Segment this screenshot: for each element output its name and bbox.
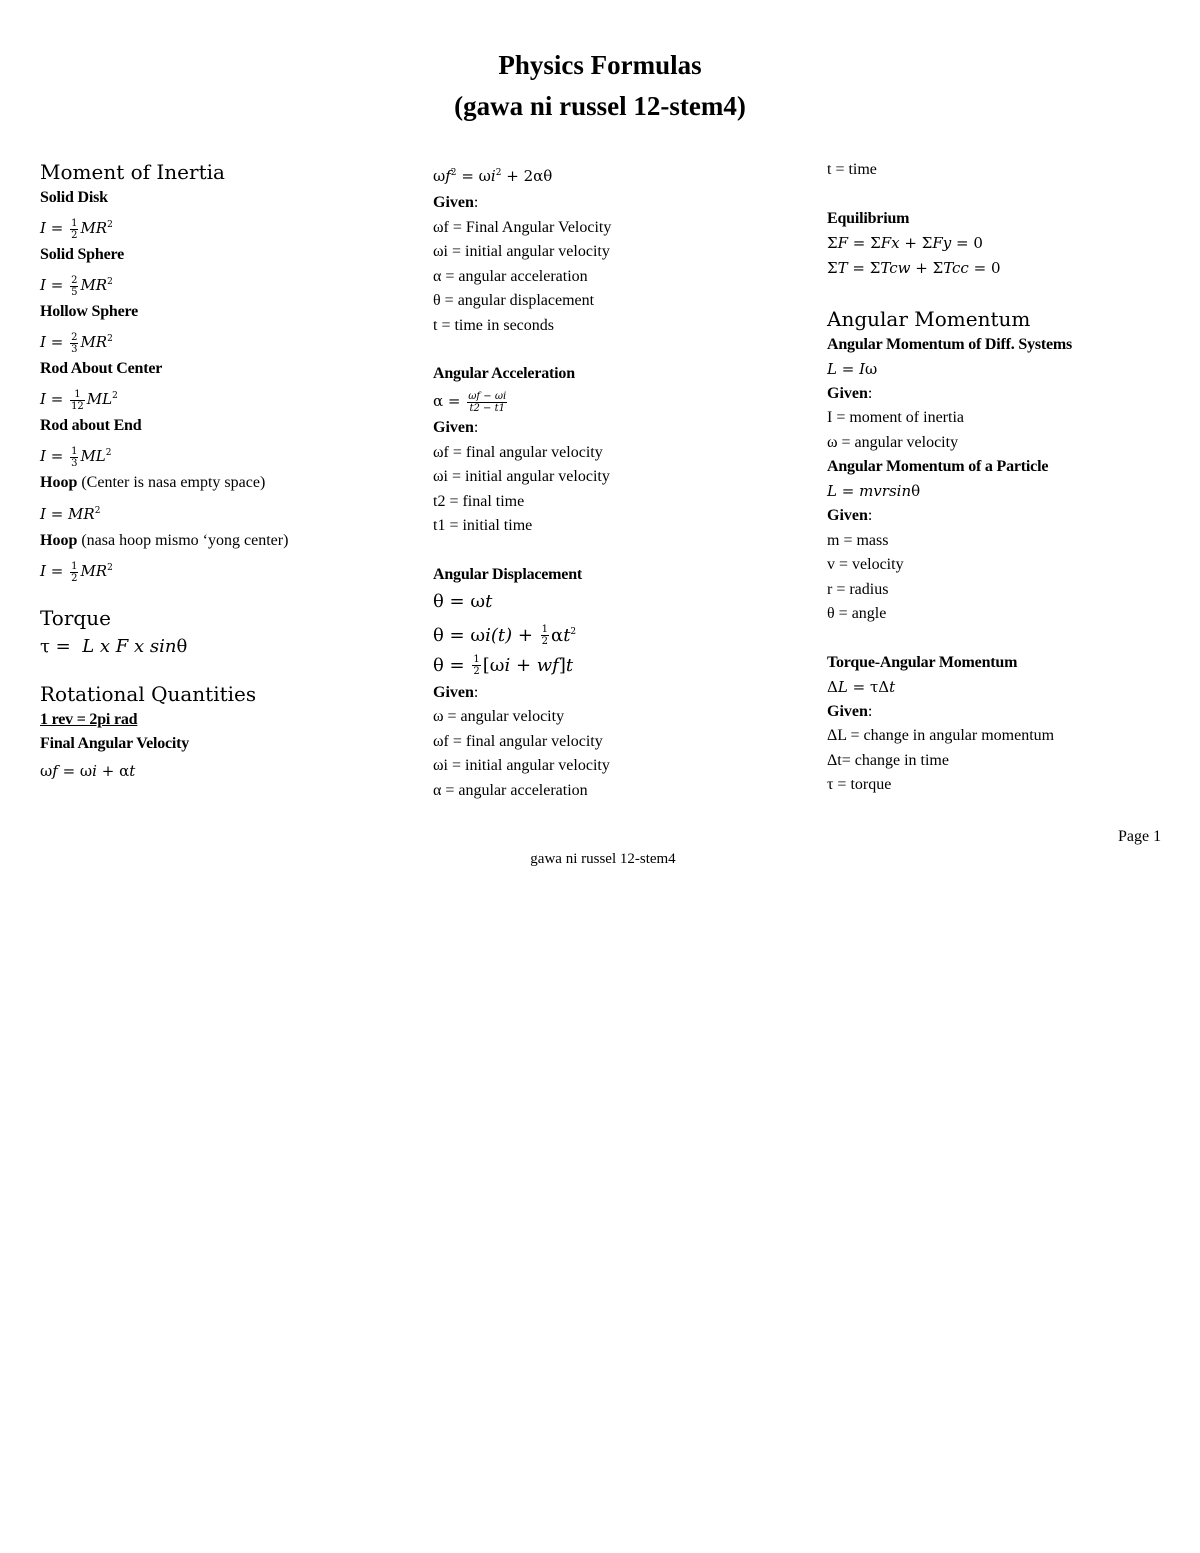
given-label: Given: bbox=[433, 194, 479, 211]
solid-sphere-label: Solid Sphere bbox=[40, 246, 124, 263]
solid-disk-label: Solid Disk bbox=[40, 189, 108, 206]
equilibrium-heading: Equilibrium bbox=[827, 209, 910, 227]
given-item: ωf = final angular velocity bbox=[433, 732, 603, 750]
displacement-formula-2: θ = ωi(t) + $\frac{1}{2}$ $\alpha t^2$ bbox=[433, 624, 577, 647]
solid-sphere-formula: I = $\frac{2}{5}$ $MR^2$ bbox=[40, 274, 113, 298]
given-label: Given: bbox=[433, 419, 479, 436]
angular-acceleration-formula: α = $\frac{\omega f - \omega i}{t2 - t1}$ bbox=[433, 390, 507, 414]
moment-of-inertia-heading: Moment of Inertia bbox=[40, 160, 225, 184]
given-item: ωi = initial angular velocity bbox=[433, 468, 610, 485]
given-item: t1 = initial time bbox=[433, 517, 533, 534]
angular-momentum-formula: L = Iω bbox=[827, 359, 878, 378]
rod-center-label: Rod About Center bbox=[40, 360, 163, 377]
given-label: Given: bbox=[827, 702, 873, 720]
hollow-sphere-formula: I = $\frac{2}{3}$ $MR^2$ bbox=[40, 331, 113, 355]
rev-conversion: 1 rev = 2pi rad bbox=[40, 711, 138, 728]
given-item: ωi = initial angular velocity bbox=[433, 757, 610, 774]
angular-momentum-heading: Angular Momentum bbox=[827, 306, 1031, 331]
column-2 bbox=[433, 158, 793, 803]
given-item: v = velocity bbox=[827, 556, 904, 573]
final-angular-velocity-label: Final Angular Velocity bbox=[40, 735, 190, 752]
solid-disk-formula: I = $\frac{1}{2}$ $MR^2$ bbox=[40, 217, 113, 241]
angular-acceleration-heading: Angular Acceleration bbox=[433, 365, 575, 382]
page-footer: gawa ni russel 12-stem4 bbox=[530, 851, 676, 867]
given-item: ω = angular velocity bbox=[433, 708, 565, 725]
angular-momentum-systems-label: Angular Momentum of Diff. Systems bbox=[827, 335, 1073, 353]
hoop-rim-formula: I = $\frac{1}{2}$ $MR^2$ bbox=[40, 560, 113, 584]
rotational-quantities-heading: Rotational Quantities bbox=[40, 682, 257, 706]
hoop-empty-label: Hoop (Center is nasa empty space) bbox=[40, 474, 266, 491]
torque-angular-momentum-formula: ΔL = τΔt bbox=[827, 677, 896, 696]
hollow-sphere-label: Hollow Sphere bbox=[40, 303, 139, 320]
velocity-squared-formula: $\omega f^2 = \omega i^2 + 2\alpha\theta$ bbox=[433, 167, 553, 185]
displacement-formula-1: θ = ωt bbox=[433, 590, 493, 612]
angular-momentum-particle-label: Angular Momentum of a Particle bbox=[827, 458, 1049, 475]
column-1 bbox=[40, 158, 400, 786]
given-item: r = radius bbox=[827, 580, 889, 598]
torque-formula: τ = L x F x sinθ bbox=[40, 636, 188, 657]
displacement-formula-3: θ = $\frac{1}{2}$ [ωi + wf]t bbox=[433, 654, 574, 677]
given-item: τ = torque bbox=[827, 776, 892, 793]
given-item: ωf = Final Angular Velocity bbox=[433, 218, 612, 236]
given-item: t = time in seconds bbox=[433, 316, 555, 334]
given-item: t2 = final time bbox=[433, 492, 525, 510]
given-item: θ = angle bbox=[827, 605, 887, 622]
column-3 bbox=[827, 158, 1167, 798]
angular-displacement-heading: Angular Displacement bbox=[433, 565, 583, 583]
given-item: ω = angular velocity bbox=[827, 433, 959, 451]
rod-end-formula: I = $\frac{1}{3}$ $ML^2$ bbox=[40, 445, 112, 469]
hoop-empty-formula: $I = MR^2$ bbox=[40, 504, 101, 523]
given-item: θ = angular displacement bbox=[433, 292, 595, 309]
page-subtitle: (gawa ni russel 12-stem4) bbox=[454, 91, 746, 121]
given-item: I = moment of inertia bbox=[827, 409, 964, 426]
torque-heading: Torque bbox=[40, 606, 111, 630]
rod-end-label: Rod about End bbox=[40, 417, 142, 434]
page-number: Page 1 bbox=[1118, 828, 1162, 845]
time-definition: t = time bbox=[827, 161, 877, 178]
rod-center-formula: I = $\frac{1}{12}$ $ML^2$ bbox=[40, 388, 118, 412]
given-item: ωi = initial angular velocity bbox=[433, 243, 610, 260]
given-item: m = mass bbox=[827, 531, 889, 549]
given-item: Δt= change in time bbox=[827, 751, 949, 769]
particle-momentum-formula: L = mvrsinθ bbox=[827, 482, 921, 500]
final-angular-velocity-formula: ωf = ωi + αt bbox=[40, 762, 136, 780]
given-item: α = angular acceleration bbox=[433, 267, 588, 285]
equilibrium-force-formula: ΣF = ΣFx + ΣFy = 0 bbox=[827, 233, 983, 252]
given-item: ωf = final angular velocity bbox=[433, 443, 603, 461]
page-title: Physics Formulas bbox=[498, 50, 702, 80]
given-label: Given: bbox=[827, 507, 873, 524]
equilibrium-torque-formula: ΣT = ΣTcw + ΣTcc = 0 bbox=[827, 258, 1001, 277]
given-item: ΔL = change in angular momentum bbox=[827, 727, 1055, 744]
hoop-rim-label: Hoop (nasa hoop mismo ‘yong center) bbox=[40, 531, 289, 549]
torque-angular-momentum-heading: Torque-Angular Momentum bbox=[827, 653, 1018, 671]
given-label: Given: bbox=[433, 683, 479, 701]
given-item: α = angular acceleration bbox=[433, 781, 588, 799]
given-label: Given: bbox=[827, 384, 873, 402]
